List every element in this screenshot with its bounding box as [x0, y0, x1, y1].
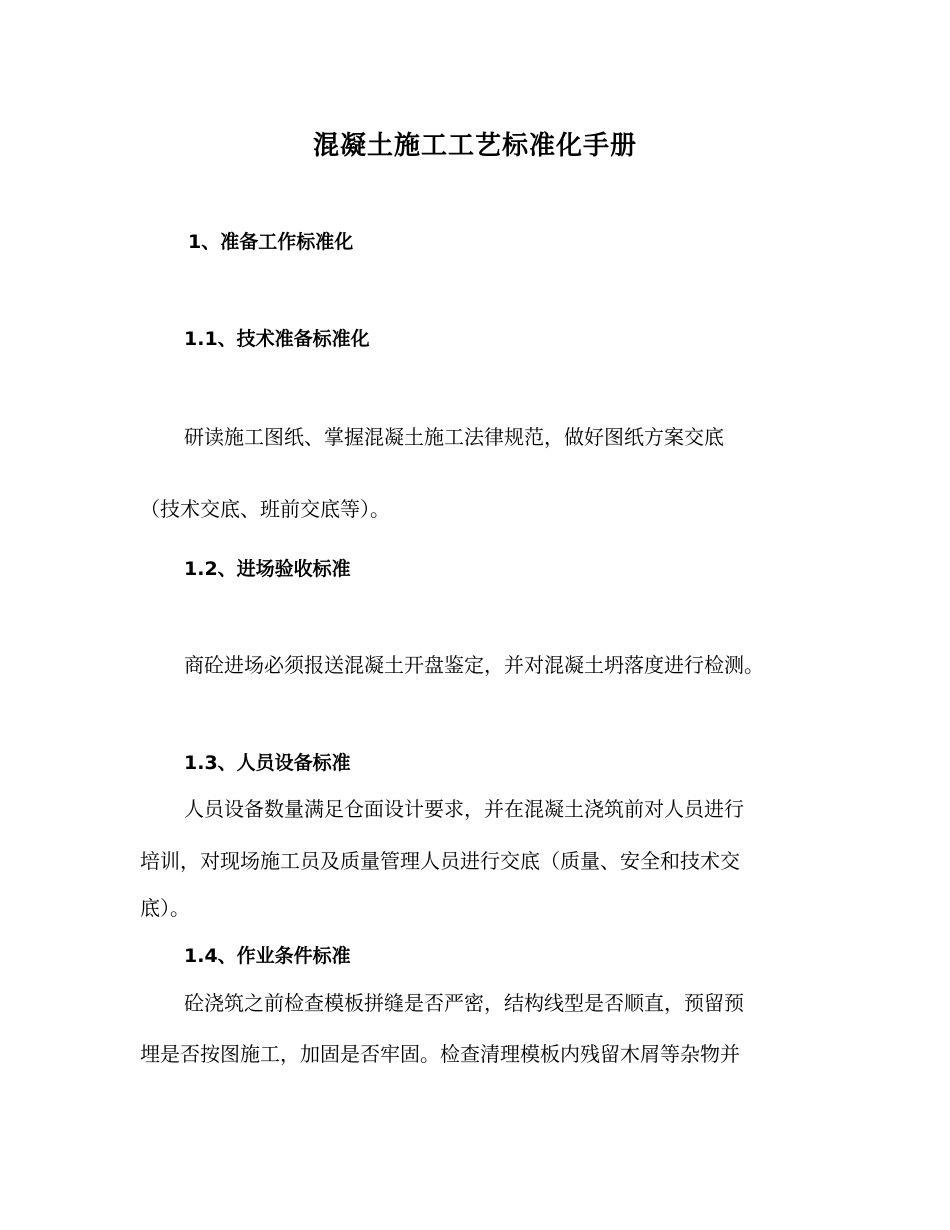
paragraph-line: 人员设备数量满足仓面设计要求，并在混凝土浇筑前对人员进行	[184, 797, 744, 821]
paragraph-line: 商砼进场必须报送混凝土开盘鉴定，并对混凝土坍落度进行检测。	[184, 653, 764, 677]
paragraph-line: 底）。	[140, 896, 190, 920]
paragraph-line: 培训，对现场施工员及质量管理人员进行交底（质量、安全和技术交	[140, 849, 740, 873]
section-heading-1-2: 1.2、进场验收标准	[184, 558, 351, 580]
section-heading-1: 1、准备工作标准化	[188, 231, 354, 253]
paragraph-line: 埋是否按图施工，加固是否牢固。检查清理模板内残留木屑等杂物并	[140, 1042, 740, 1066]
paragraph-line: 研读施工图纸、掌握混凝土施工法律规范，做好图纸方案交底	[184, 425, 724, 449]
section-heading-1-1: 1.1、技术准备标准化	[184, 328, 370, 350]
document-title: 混凝土施工工艺标准化手册	[312, 131, 637, 161]
paragraph-line: （技术交底、班前交底等）。	[140, 497, 390, 521]
section-heading-1-3: 1.3、人员设备标准	[184, 752, 351, 774]
paragraph-line: 砼浇筑之前检查模板拼缝是否严密，结构线型是否顺直，预留预	[184, 991, 744, 1015]
section-heading-1-4: 1.4、作业条件标准	[184, 945, 351, 967]
